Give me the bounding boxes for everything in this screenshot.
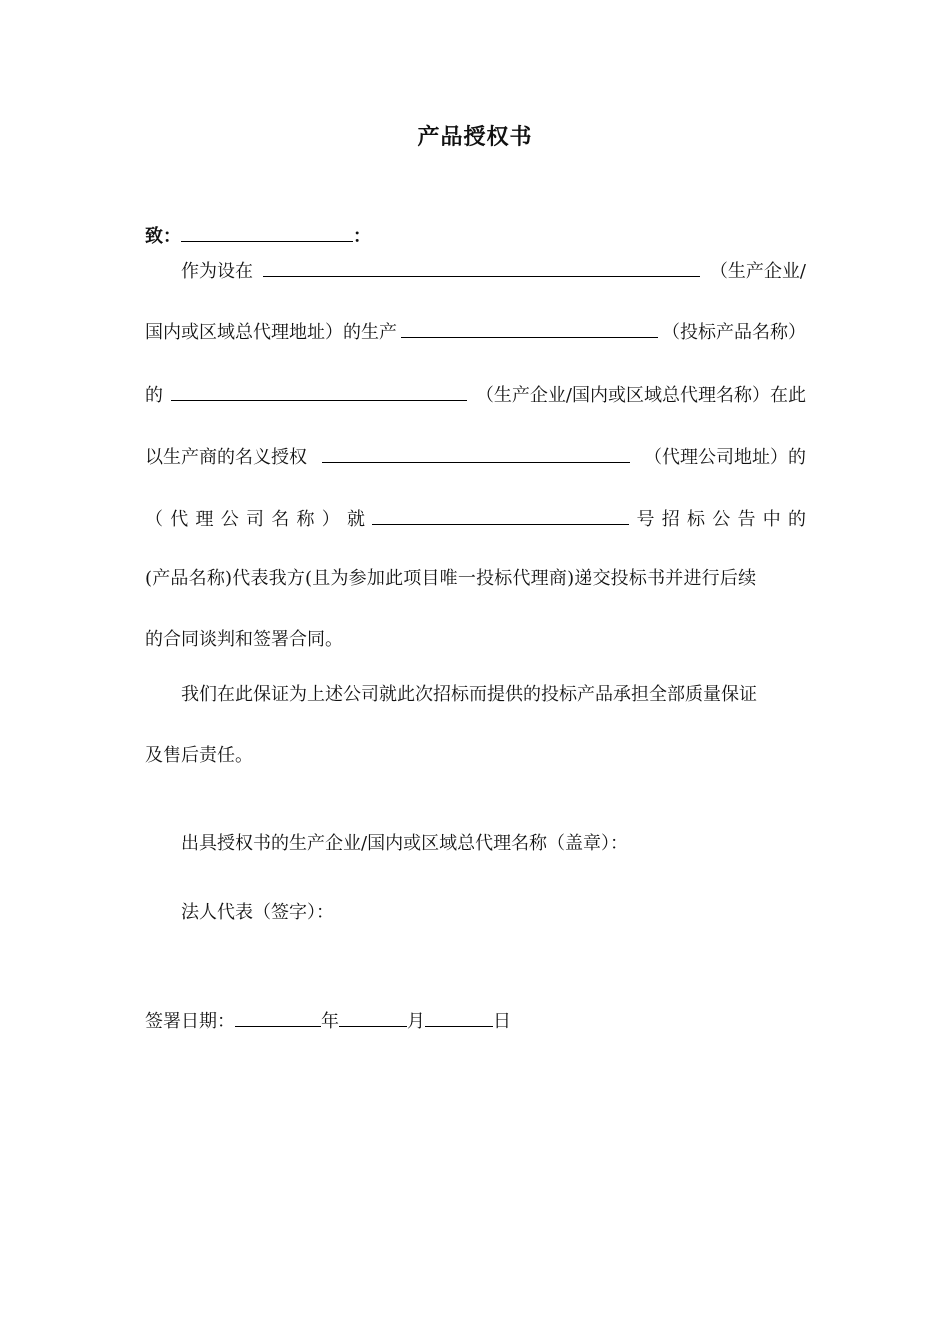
l5-char: 代 [170, 509, 189, 530]
l5-char: 称 [296, 509, 315, 530]
l5-char: 中 [762, 509, 781, 530]
product-name-blank[interactable] [401, 313, 658, 338]
para1-l1-start: 作为设在 [181, 261, 253, 282]
para1-line5 [145, 500, 806, 530]
day-blank[interactable] [425, 1002, 493, 1027]
month-blank[interactable] [339, 1002, 407, 1027]
para1-line3 [145, 376, 806, 406]
date-label: 签署日期： [145, 1011, 235, 1032]
para1-l2-start: 国内或区域总代理地址）的生产 [145, 322, 397, 343]
month-label: 月 [407, 1011, 425, 1032]
legal-rep-signature-label: 法人代表（签字）： [181, 902, 334, 923]
l5-char: 公 [712, 509, 731, 530]
l5-char: 司 [246, 509, 264, 530]
addressee-blank[interactable] [181, 217, 353, 242]
addressee-line [145, 217, 806, 247]
year-blank[interactable] [235, 1002, 321, 1027]
l5-char: 的 [788, 509, 806, 530]
l5-char: （ [145, 509, 163, 530]
document-title: 产品授权书 [417, 124, 533, 150]
location-blank[interactable] [263, 252, 700, 277]
l5-char: 告 [737, 509, 756, 530]
l5-char: 名 [271, 509, 290, 530]
signing-date-line [145, 1002, 806, 1032]
para1-l3-end: （生产企业/国内或区域总代理名称）在此 [475, 385, 806, 406]
para1-line4 [145, 438, 806, 468]
l5-char: 标 [687, 509, 705, 530]
agent-address-blank[interactable] [322, 438, 630, 463]
manufacturer-name-blank[interactable] [171, 376, 467, 401]
day-label: 日 [493, 1011, 511, 1032]
tender-number-blank[interactable] [372, 500, 629, 525]
para2-line2: 及售后责任。 [145, 745, 253, 766]
l5-char: 招 [661, 509, 680, 530]
para1-line7: 的合同谈判和签署合同。 [145, 629, 343, 650]
para2-line1: 我们在此保证为上述公司就此次招标而提供的投标产品承担全部质量保证 [181, 684, 757, 705]
l5-char: 理 [195, 509, 214, 530]
l5-char: 公 [220, 509, 239, 530]
para1-line6: (产品名称)代表我方(且为参加此项目唯一投标代理商)递交投标书并进行后续 [145, 568, 757, 589]
para1-l4-start: 以生产商的名义授权 [145, 447, 307, 468]
para1-l2-end: （投标产品名称） [662, 322, 806, 343]
issuer-seal-label: 出具授权书的生产企业/国内或区域总代理名称（盖章）： [181, 833, 629, 854]
addressee-label: 致： [145, 226, 181, 247]
year-label: 年 [321, 1011, 339, 1032]
para1-l4-end: （代理公司地址）的 [644, 447, 806, 468]
l5-char: 号 [636, 509, 655, 530]
l5-char: ） [321, 509, 340, 530]
para1-l3-start: 的 [145, 385, 163, 406]
para1-l1-end: （生产企业/ [709, 261, 806, 282]
para1-line2 [145, 313, 806, 343]
para1-line1 [145, 252, 806, 282]
addressee-suffix: ： [353, 226, 371, 247]
l5-char: 就 [347, 509, 365, 530]
